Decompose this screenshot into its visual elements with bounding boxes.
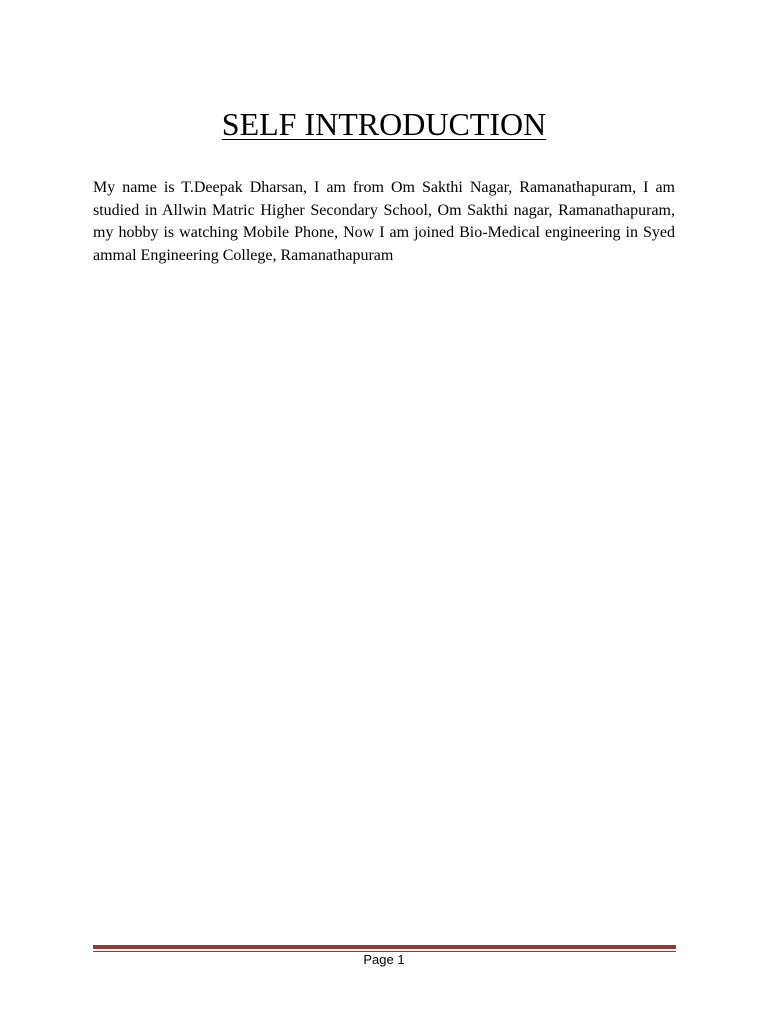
footer-divider bbox=[93, 945, 676, 952]
page-number: Page 1 bbox=[363, 952, 405, 967]
document-body-paragraph: My name is T.Deepak Dharsan, I am from Om Sakthi Nagar, Ramanathapuram, I am studied in Allwin Matric Higher Secondary School, Om Sakthi nagar, Ramanathapuram, my hobby is watching Mobile Phone, Now I am joined Bio-Medical engineering in Syed ammal Engineering College, Ramanathapuram bbox=[93, 179, 675, 264]
document-title: SELF INTRODUCTION bbox=[221, 106, 547, 142]
footer-divider-thick-line bbox=[93, 945, 676, 949]
